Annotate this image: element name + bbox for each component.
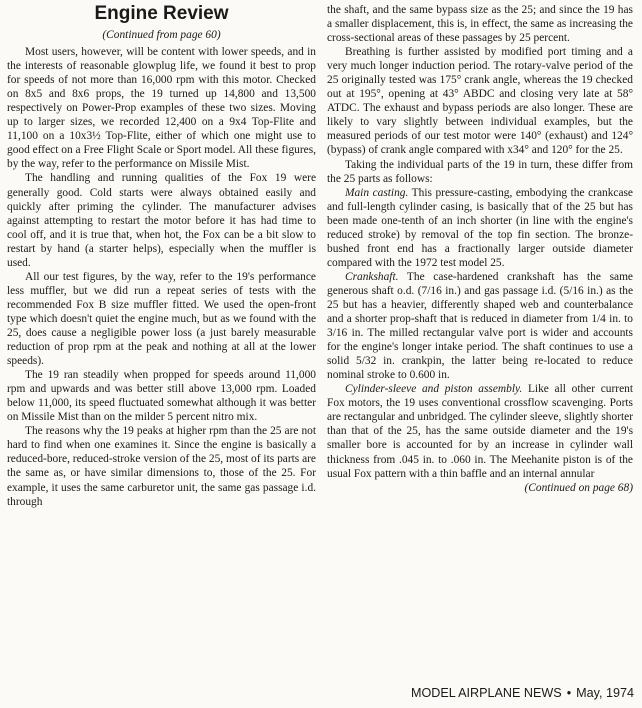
section-text: Like all other current Fox motors, the 19 uses conventional crossflow scavenging. Ports are rectangular and unbridged. The cylinder sleeve, slightly shorter than that of the 25, has the same outside diameter and the 19's smaller bore is accounted for by an increase in cylinder wall thickness from .045 in. to .060 in. The Meehanite piston is of the usual Fox pattern with a thin baffle and an internal annular — [327, 383, 633, 480]
section-paragraph — [327, 382, 633, 480]
paragraph: Breathing is further assisted by modified port timing and a very much longer induction period. The rotary-valve period of the 25 originally tested was 175° crank angle, whereas the 19 checked out at 195°, opening at 43° ABDC and closing very late at 58° ATDC. The exhaust and bypass periods are also longer. These are likely to vary slightly between individual examples, but the measured periods of our test motor were 140° (exhaust) and 124° (bypass) of crank angle compared with x34° and 120° for the 25. — [327, 46, 633, 157]
paragraph: Taking the individual parts of the 19 in turn, these differ from the 25 parts as follows: — [327, 158, 633, 185]
section-text: The case-hardened crankshaft has the same generous shaft o.d. (7/16 in.) and gas passage i.d. (5/16 in.) as the 25 but has a heavier, differently shaped web and counterbalance and a shorter prop-shaft that is reduced in diameter from 1/4 in. to 3/16 in. The milled rectangular valve port is wider and accounts for the engine's longer intake period. The shaft continues to use a solid 5/32 in. crankpin, the latter being re-located to reduce nominal stroke to 0.600 in. — [327, 270, 633, 382]
section-paragraph — [327, 186, 633, 270]
section-lead: Crankshaft. — [345, 270, 399, 283]
section-paragraph — [327, 270, 633, 382]
paragraph: Most users, however, will be content with lower speeds, and in the interests of reasonable glowplug life, we found it best to prop for speeds of not more than 16,000 rpm with this motor. Checked on 8x5 and 8x6 props, the 19 turned up 14,800 and 13,500 respectively on Power-Prop examples of these two sizes. Moving up to larger sizes, we recorded 12,400 on a 9x4 Top-Flite and 11,100 on a 10x3½ Top-Flite, either of which one might use to good effect on a Free Flight Scale or Sport model. All these figures, by the way, refer to the performance on Missile Mist. — [7, 46, 316, 171]
continued-from-note: (Continued from page 60) — [102, 29, 221, 41]
paragraph: All our test figures, by the way, refer to the 19's performance less muffler, but we did run a repeat series of tests with the recommended Fox B size muffler fitted. We used the open-front type which doesn't quiet the engine much, but as we found with the 25, does cause a negligible power loss (a just barely measurable reduction of prop rpm at the peak and nothing at all at the lower speeds). — [7, 270, 316, 368]
issue-date: May, 1974 — [576, 686, 634, 700]
paragraph: The handling and running qualities of the Fox 19 were generally good. Cold starts were always obtained easily and quickly after priming the cylinder. The manufacturer advises against attempting to restart the motor before it has had time to cool off, and it is true that, when hot, the Fox can be a bit slow to restart by hand (a starter helps), especially when the muffler is used. — [7, 172, 316, 269]
paragraph: The 19 ran steadily when propped for speeds around 11,000 rpm and upwards and was better still above 13,000 rpm. Loaded below 11,000, its speed fluctuated somewhat although it was better on Missile Mist than on the milder 5 percent nitro mix. — [7, 369, 316, 424]
section-lead: Main casting. — [345, 186, 409, 199]
page-footer — [320, 686, 634, 700]
article-title: Engine Review — [94, 3, 229, 24]
bullet-separator: • — [566, 686, 572, 700]
paragraph: The reasons why the 19 peaks at higher rpm than the 25 are not hard to find when one examines it. Since the engine is basically a reduced-bore, reduced-stroke version of the 25, most of its parts are the same as, or have similar dimensions to, those of the 25. For example, it uses the same carburetor unit, the same gas passage i.d. through — [7, 425, 316, 508]
continued-on-note: (Continued on page 68) — [524, 481, 633, 494]
section-text: This pressure-casting, embodying the crankcase and full-length cylinder casing, is basically that of the 25 but has been made one-tenth of an inch shorter (in line with the engine's reduced stroke) by removal of the top fin section. The bronze-bushed front end has a fractionally larger outside diameter compared with the 1972 test model 25. — [327, 186, 633, 269]
section-lead: Cylinder-sleeve and piston assembly. — [345, 383, 523, 396]
left-column — [7, 3, 316, 509]
right-column — [327, 3, 633, 495]
magazine-name: MODEL AIRPLANE NEWS — [411, 686, 562, 700]
paragraph-continuation: the shaft, and the same bypass size as the 25; and since the 19 has a smaller displacement, this is, in effect, the same as increasing the cross-sectional areas of these passages by 25 percent. — [327, 4, 633, 45]
